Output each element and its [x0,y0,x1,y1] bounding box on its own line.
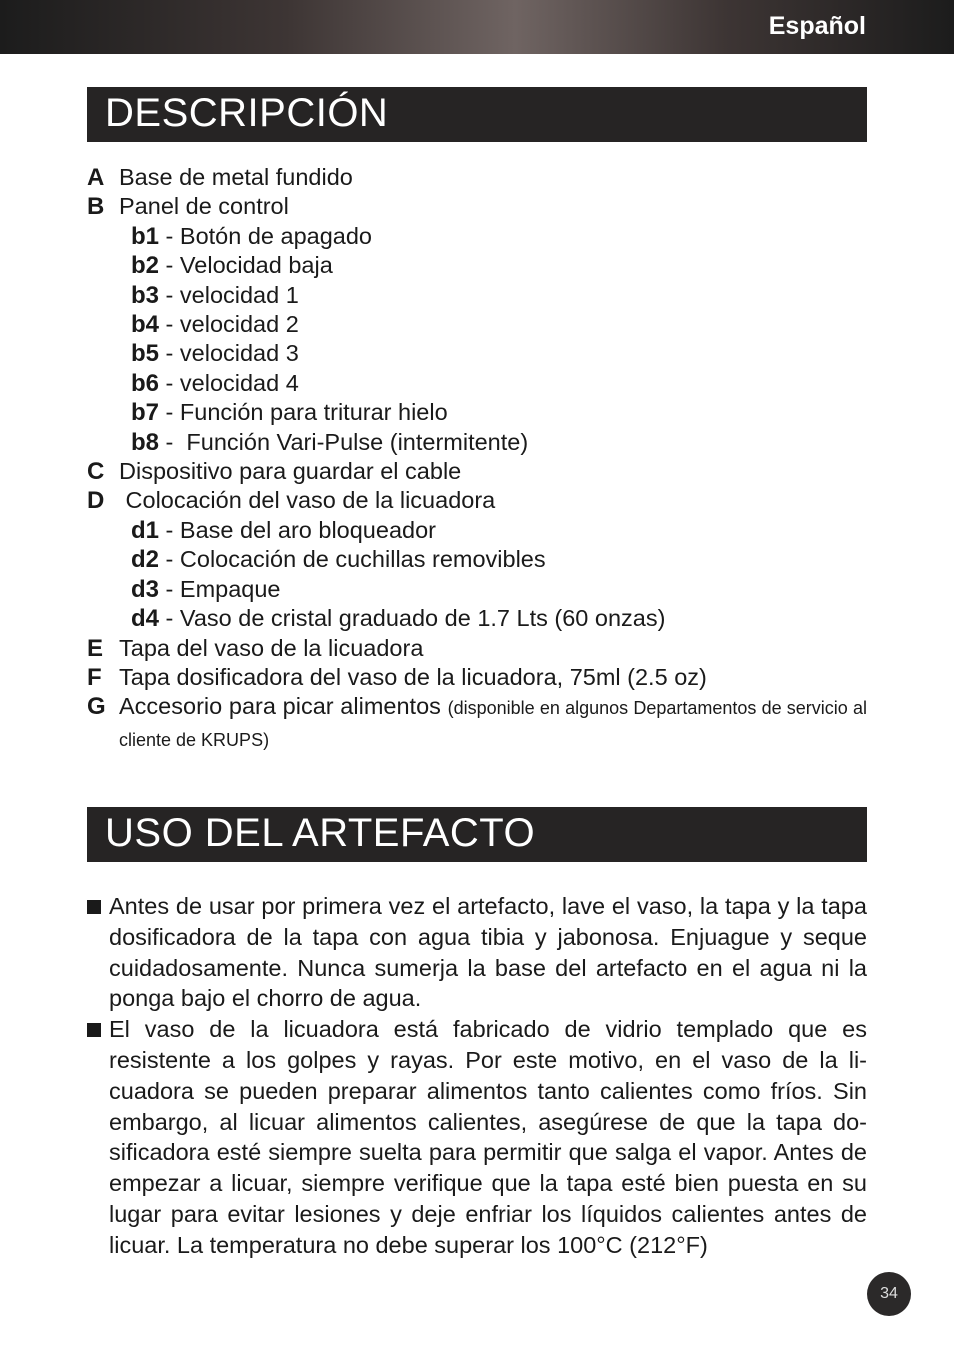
item-text: Base de metal fundido [119,164,353,190]
section-header-descripcion [87,87,867,142]
subitem-text: - Botón de apagado [159,222,372,249]
subitem-text: - Función para triturar hielo [159,399,448,426]
item-letter: D [87,487,105,515]
list-item [87,634,867,663]
item-letter: C [87,458,105,486]
subitem-code: b7 [131,399,160,427]
item-letter: A [87,164,105,191]
subitem-code: b8 [131,428,160,456]
list-item [87,692,867,755]
list-item [87,486,867,515]
square-bullet-icon [87,900,101,914]
subitem-text: - Base del aro bloqueador [159,516,436,543]
subitem-code: b5 [131,340,160,368]
subitem-text: - Colocación de cuchillas removibles [159,546,546,573]
language-label: Español [768,12,866,40]
subitem-text: - Velocidad baja [159,252,333,279]
bullet-paragraph [87,891,867,1014]
item-letter: B [87,193,105,221]
header-bar [0,0,954,54]
list-subitem [87,398,867,427]
page-number: 34 [867,1272,911,1316]
item-note: (disponible en algunos Departamentos de servicio al cliente de KRUPS) [119,698,868,750]
subitem-code: d1 [131,516,160,544]
paragraph-text: Antes de usar por primera vez el artefacto, lave el vaso, la tapa y la tapa dosificadora de la tapa con agua tibia y jabonosa. Enjuague y seque cuidadosamente. Nunca sumerja la base del artefacto en el agua ni la ponga bajo el chorro de agua. [109,893,867,1012]
subitem-code: b3 [131,281,160,309]
subitem-text: - Empaque [159,575,281,602]
list-subitem [87,516,867,545]
subitem-code: d2 [131,546,160,574]
subitem-code: b6 [131,369,160,397]
list-item [87,192,867,221]
item-text: Tapa del vaso de la licuadora [119,634,424,661]
list-subitem [87,281,867,310]
list-subitem [87,545,867,574]
section-title: DESCRIPCIÓN [105,91,389,135]
description-list [87,163,867,755]
subitem-code: b2 [131,252,160,280]
list-item [87,457,867,486]
subitem-text: - velocidad 2 [159,311,299,338]
subitem-text: - velocidad 3 [159,340,299,367]
item-text: Colocación del vaso de la licuadora [119,487,496,514]
item-text: Tapa dosificadora del vaso de la licuadora, 75ml (2.5 oz) [119,663,707,690]
item-text: Accesorio para picar alimentos [119,693,441,720]
list-subitem [87,222,867,251]
list-subitem [87,575,867,604]
bullet-paragraph [87,1014,867,1260]
list-subitem [87,339,867,368]
usage-section [87,891,867,1261]
subitem-code: d3 [131,575,160,603]
item-text: Dispositivo para guardar el cable [119,458,462,485]
item-letter: G [87,693,106,721]
list-item [87,163,867,192]
square-bullet-icon [87,1023,101,1037]
item-text: Panel de control [119,193,289,220]
item-letter: F [87,663,102,691]
section-header-uso [87,807,867,862]
subitem-text: - Función Vari-Pulse (intermitente) [159,428,529,455]
item-letter: E [87,634,104,662]
subitem-code: d4 [131,605,160,633]
subitem-text: - velocidad 1 [159,281,299,308]
list-subitem [87,310,867,339]
list-subitem [87,428,867,457]
list-subitem [87,604,867,633]
list-subitem [87,369,867,398]
paragraph-text: El vaso de la licuadora está fabricado de vidrio templado que es resistente a los golpes y rayas. Por este motivo, en el vaso de la li-cuadora se pueden preparar alimentos tanto calientes como fríos. Sin embargo, al licuar alimentos calientes, asegúrese de que la tapa do-sificadora esté siempre suelta para permitir que salga el vapor. Antes de empezar a licuar, siempre verifique que la tapa esté bien puesta en su lugar para evitar lesiones y deje enfriar los líquidos calientes antes de licuar. La temperatura no debe superar los 100°C (212°F) [109,1016,867,1258]
subitem-text: - velocidad 4 [159,369,299,396]
subitem-text: - Vaso de cristal graduado de 1.7 Lts (60 onzas) [159,605,666,632]
list-item [87,663,867,692]
subitem-code: b1 [131,222,160,250]
list-subitem [87,251,867,280]
subitem-code: b4 [131,311,160,339]
section-title: USO DEL ARTEFACTO [105,811,536,855]
